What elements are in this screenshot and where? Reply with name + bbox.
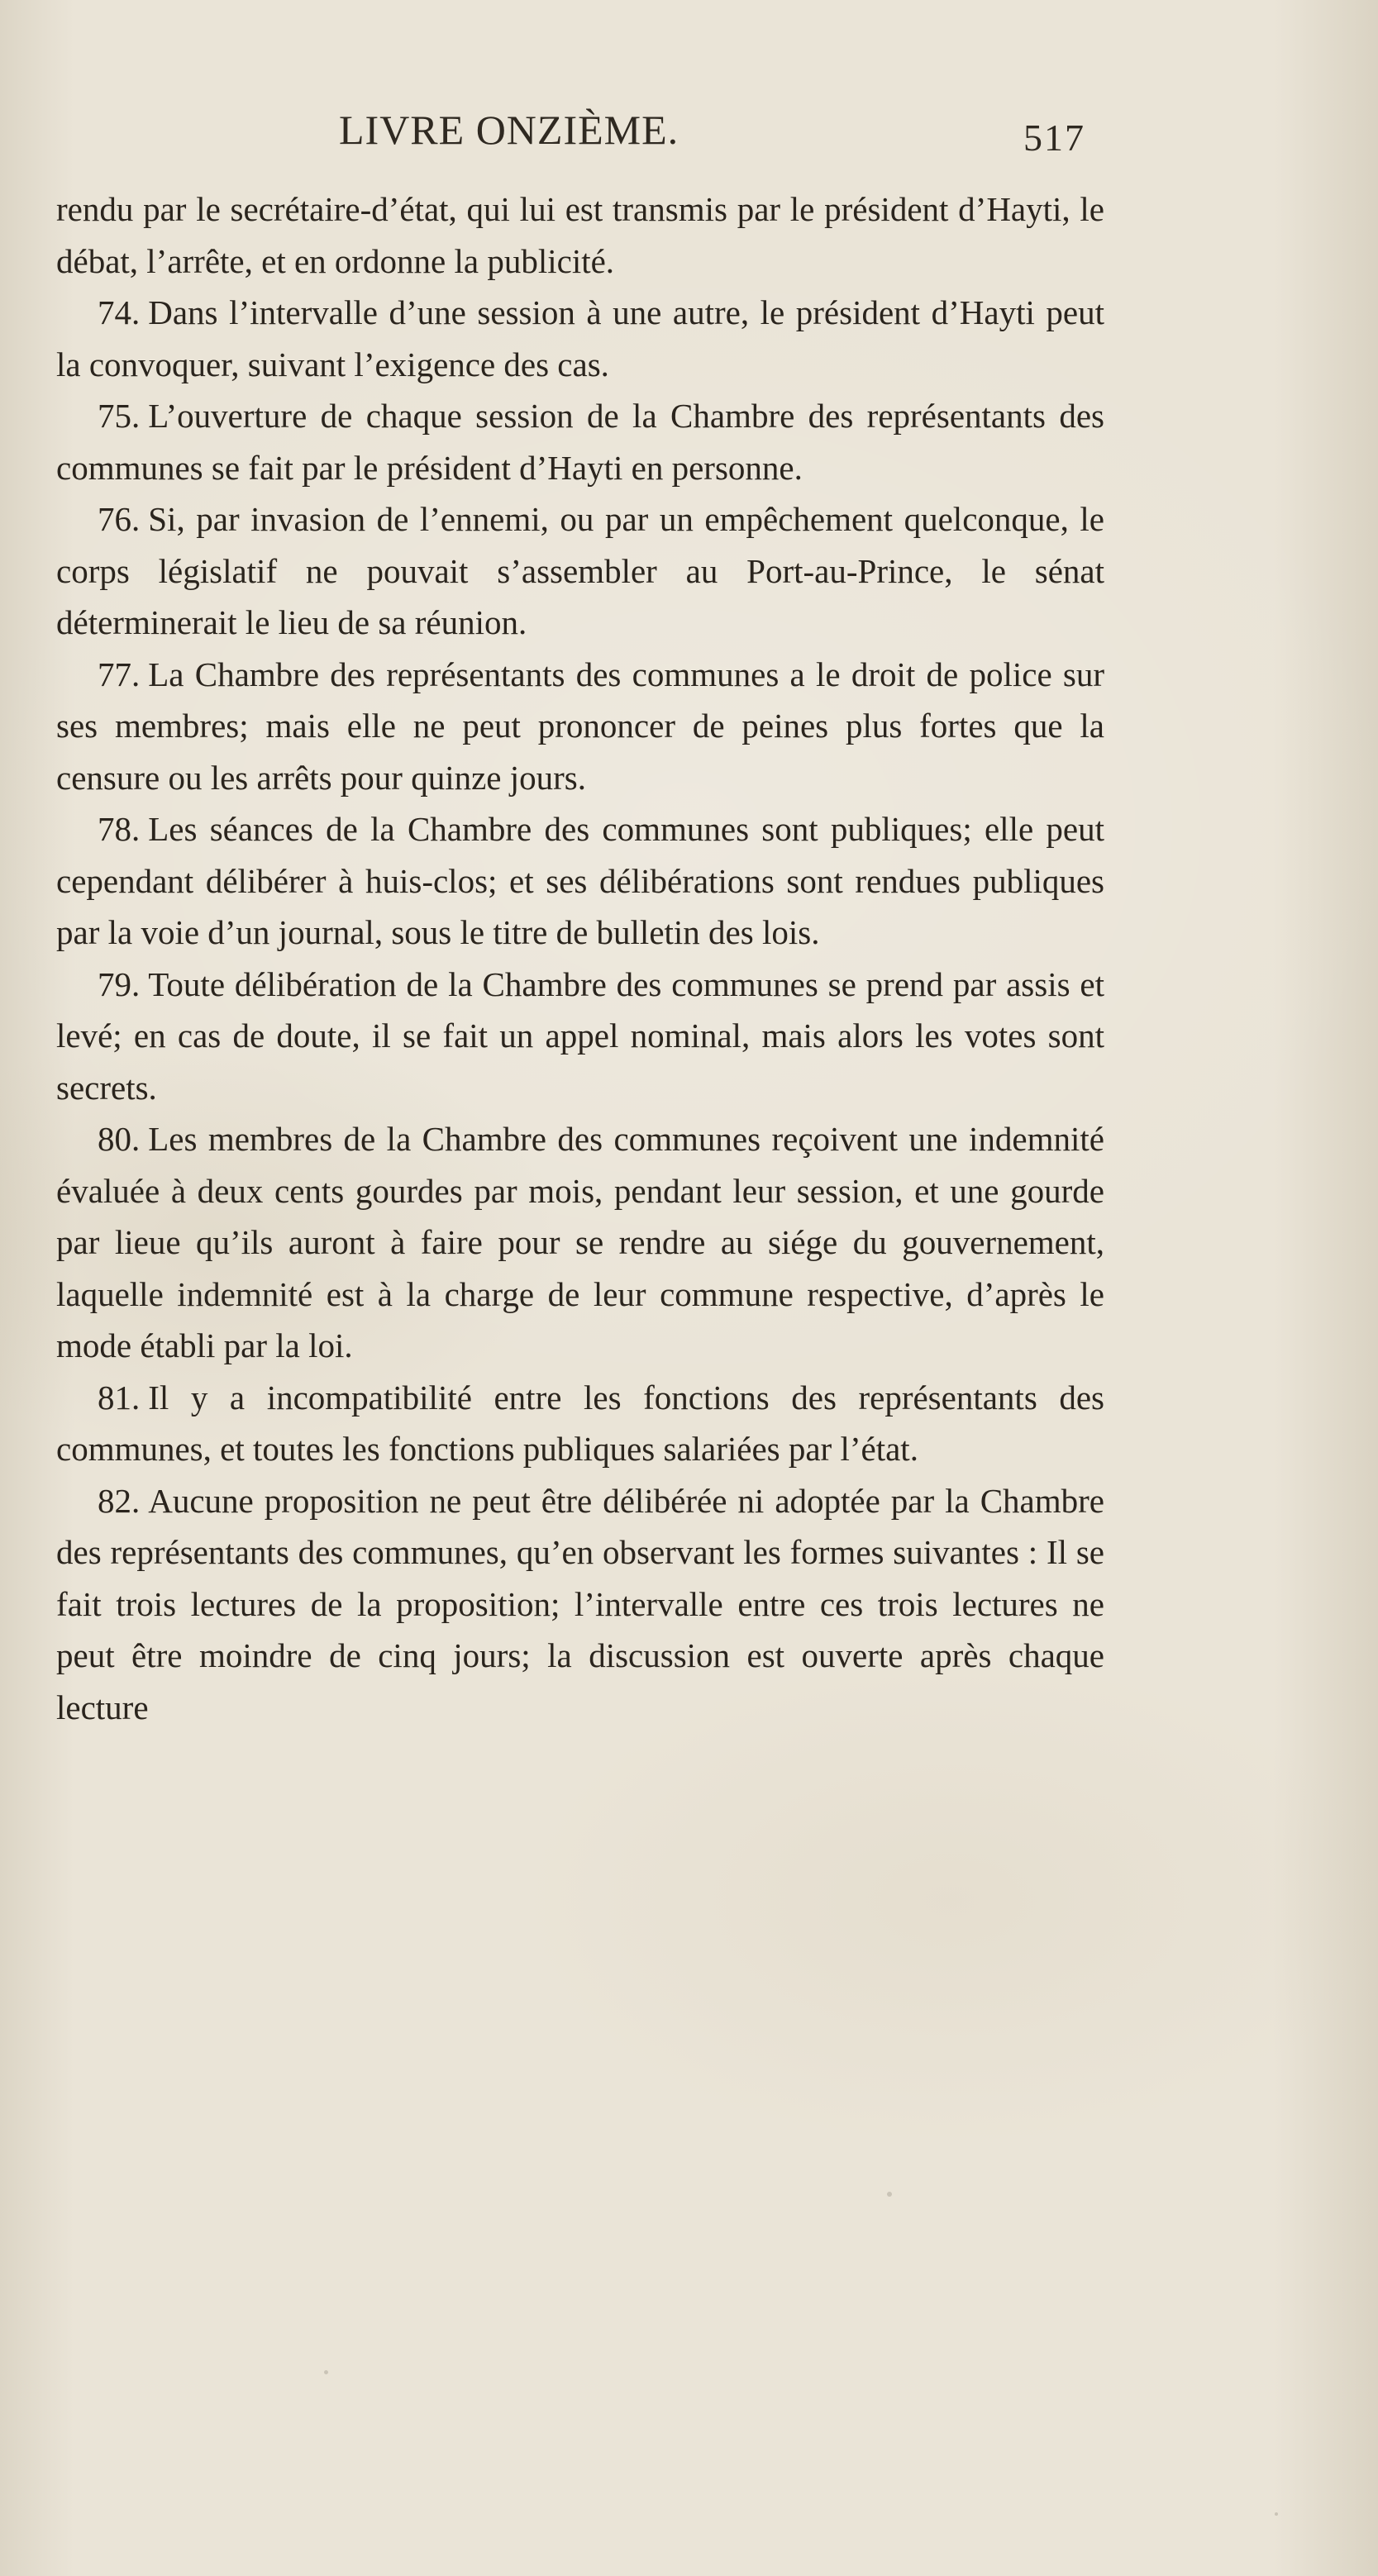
article-79 (56, 959, 1104, 1114)
article-text: Aucune proposition ne peut être délibérée ni adoptée par la Chambre des représentants des communes, qu’en observant les formes suivantes : Il se fait trois lectures de la proposition; l’intervalle entre ces trois lectures ne peut être moindre de cinq jours; la discussion est ouverte après chaque lecture (56, 1481, 1104, 1726)
article-75 (56, 390, 1104, 493)
article-text: Si, par invasion de l’ennemi, ou par un empêchement quelconque, le corps législatif ne pouvait s’assembler au Port-au-Prince, le sénat déterminerait le lieu de sa réunion. (56, 500, 1104, 641)
article-74 (56, 287, 1104, 390)
paragraph-text: rendu par le secrétaire-d’état, qui lui est transmis par le président d’Hayti, le débat, l’arrête, et en ordonne la publicité. (56, 190, 1104, 280)
article-text: L’ouverture de chaque session de la Chambre des représentants des communes se fait par le président d’Hayti en personne. (56, 397, 1104, 487)
article-number: 76. (98, 500, 141, 538)
article-76 (56, 493, 1104, 649)
paragraph-continued (56, 183, 1104, 287)
paper-speck (324, 2370, 328, 2374)
article-number: 78. (98, 810, 141, 848)
article-78 (56, 803, 1104, 959)
paper-speck (887, 2192, 892, 2197)
article-77 (56, 649, 1104, 804)
article-number: 77. (98, 655, 141, 693)
body-text (56, 183, 1104, 1733)
article-text: La Chambre des représentants des communes a le droit de police sur ses membres; mais elle ne peut prononcer de peines plus fortes que la censure ou les arrêts pour quinze jours. (56, 655, 1104, 797)
article-text: Les membres de la Chambre des communes reçoivent une indemnité évaluée à deux cents gourdes par mois, pendant leur session, et une gourde par lieue qu’ils auront à faire pour se rendre au siége du gouvernement, laquelle indemnité est à la charge de leur commune respective, d’après le mode établi par la loi. (56, 1120, 1104, 1364)
article-text: Toute délibération de la Chambre des communes se prend par assis et levé; en cas de doute, il se fait un appel nominal, mais alors les votes sont secrets. (56, 964, 1104, 1107)
running-title: LIVRE ONZIÈME. (339, 107, 679, 153)
paper-speck (1275, 2512, 1278, 2516)
article-number: 81. (98, 1378, 141, 1417)
article-number: 74. (98, 293, 141, 331)
article-text: Il y a incompatibilité entre les fonctions des représentants des communes, et toutes les fonctions publiques salariées par l’état. (56, 1378, 1104, 1468)
article-number: 80. (98, 1120, 141, 1158)
article-82 (56, 1475, 1104, 1734)
article-number: 75. (98, 397, 141, 435)
article-text: Les séances de la Chambre des communes sont publiques; elle peut cependant délibérer à huis-clos; et ses délibérations sont rendues publiques par la voie d’un journal, sous le titre de bulletin des lois. (56, 810, 1104, 951)
article-number: 82. (98, 1481, 141, 1520)
article-80 (56, 1113, 1104, 1372)
page-number: 517 (1023, 117, 1085, 159)
article-81 (56, 1372, 1104, 1475)
page-header (0, 106, 1378, 172)
article-number: 79. (98, 964, 141, 1003)
article-text: Dans l’intervalle d’une session à une autre, le président d’Hayti peut la convoquer, suivant l’exigence des cas. (56, 293, 1104, 383)
